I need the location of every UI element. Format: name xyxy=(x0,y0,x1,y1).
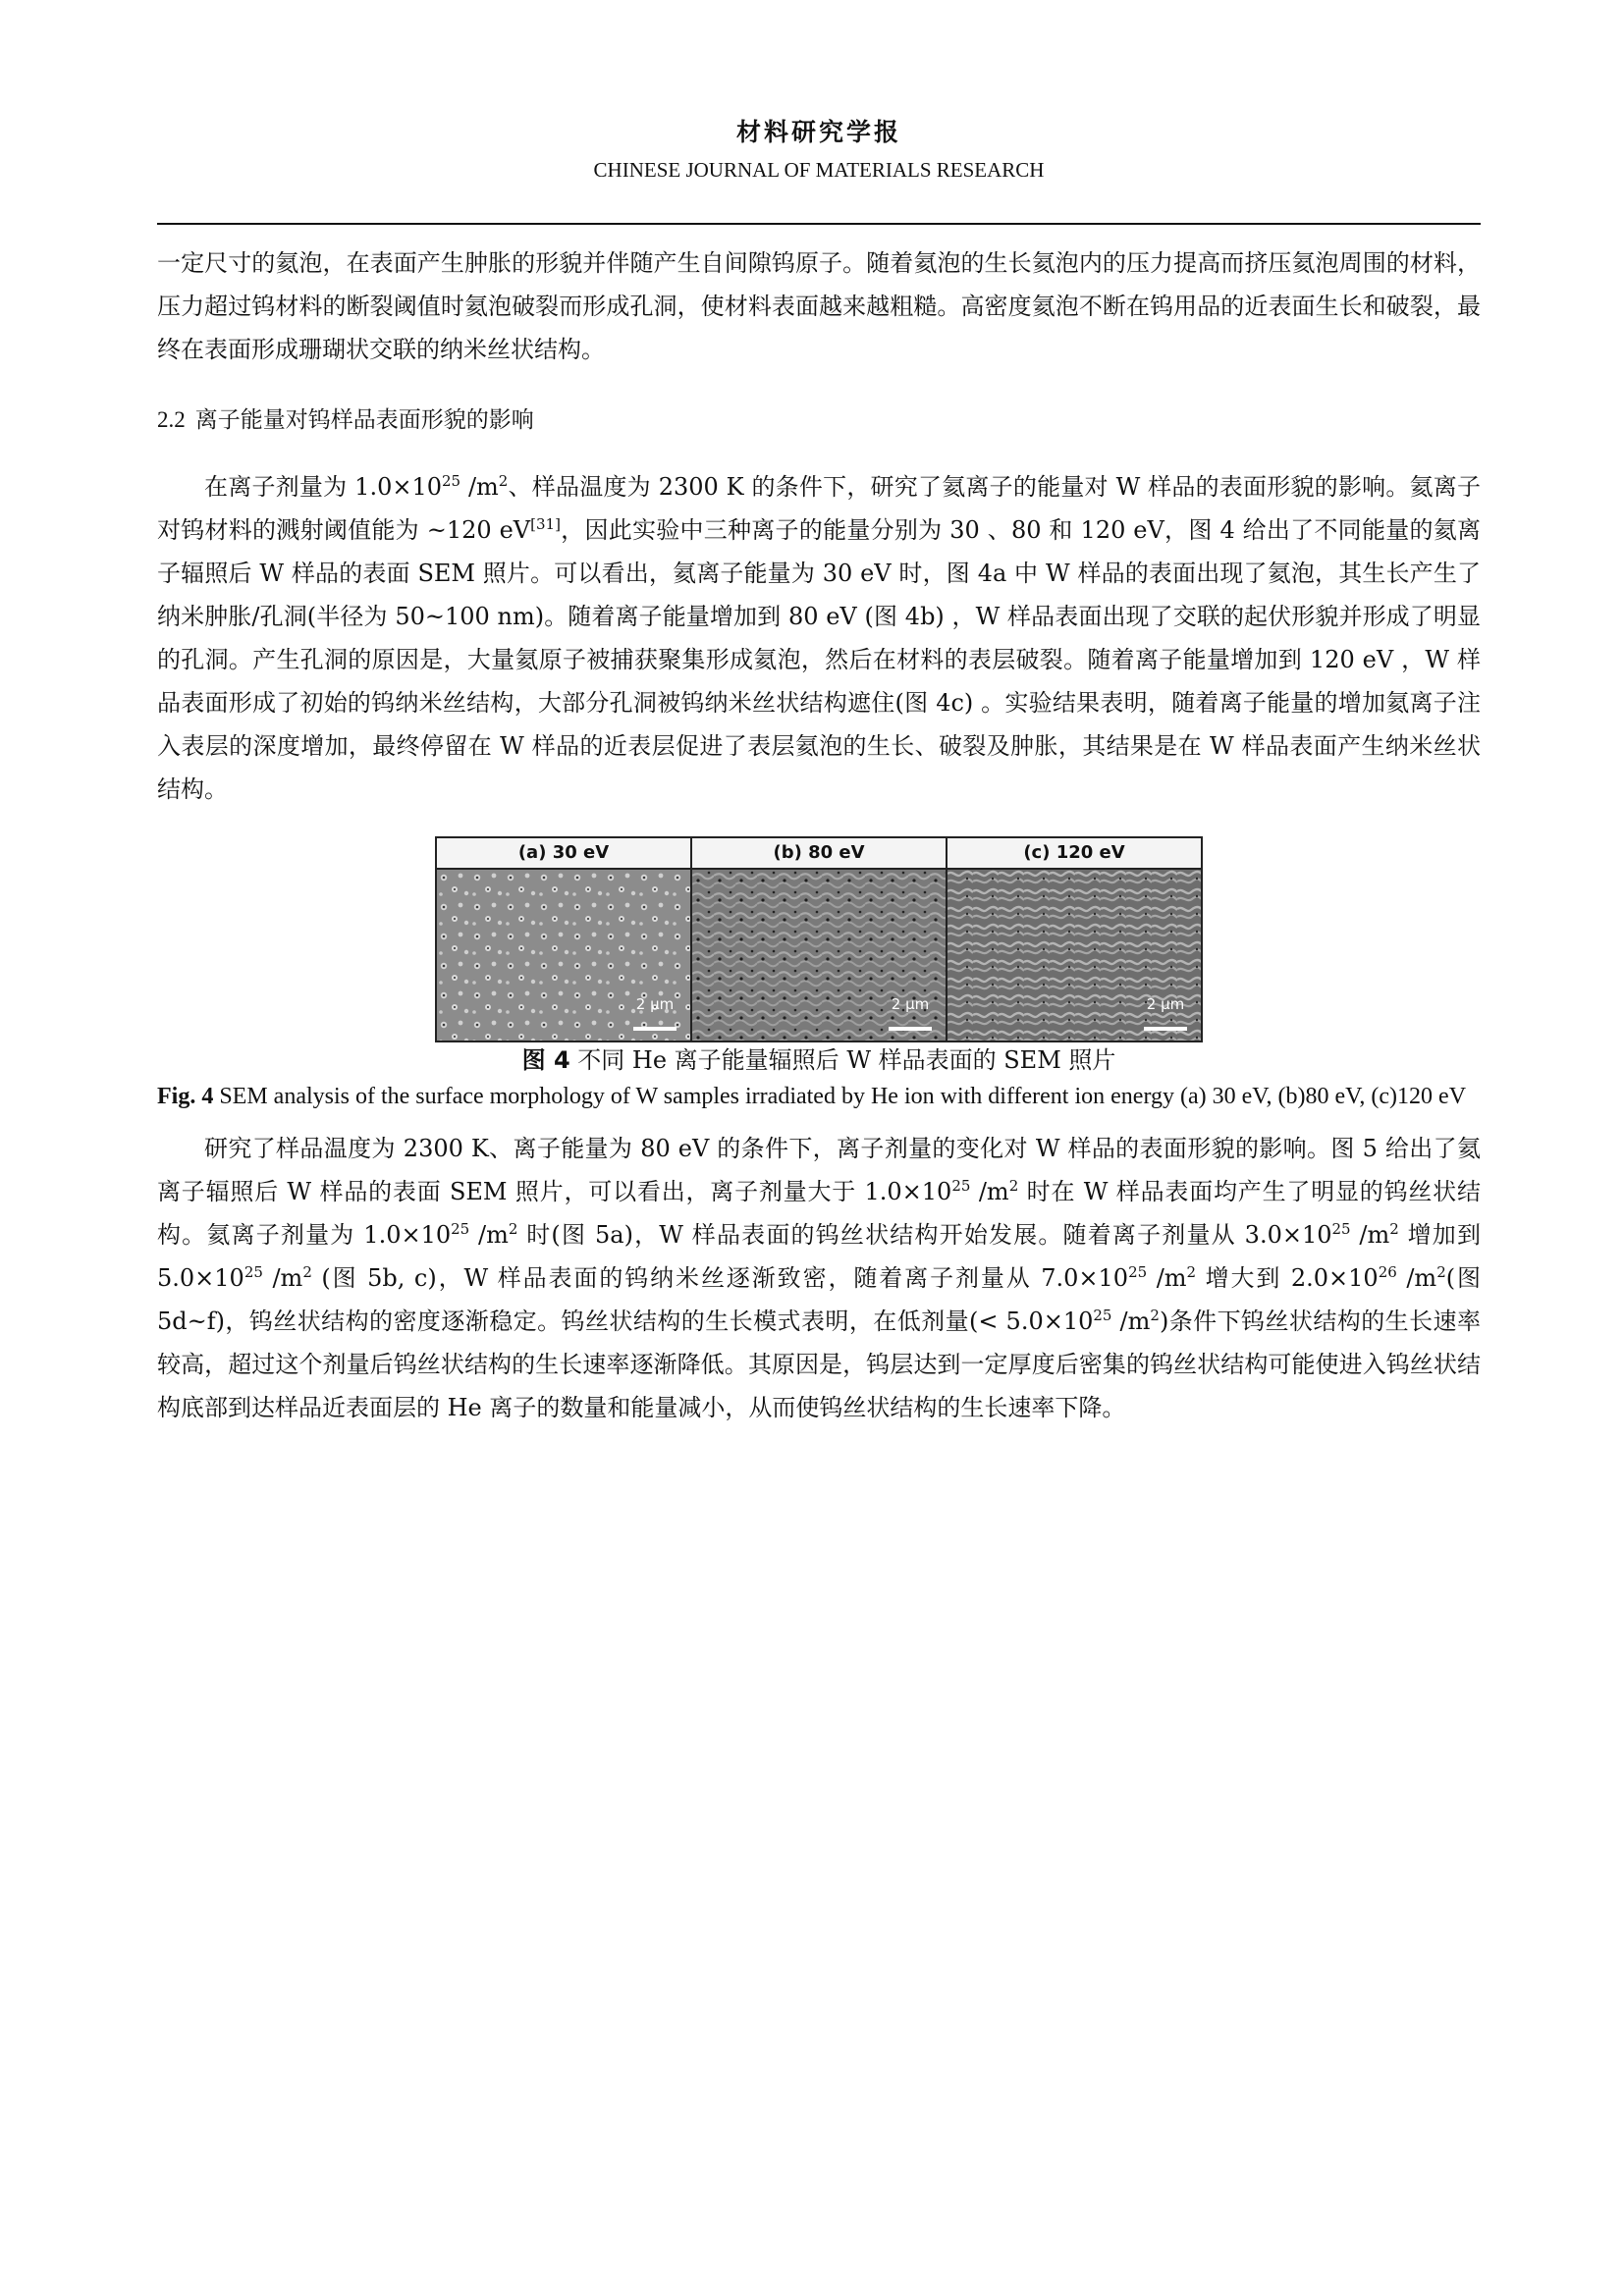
figure-caption-en-text: SEM analysis of the surface morphology of W samples irradiated by He ion with different ion energy (a) 30 eV, (b)80 eV, (c)120 eV xyxy=(219,1084,1467,1109)
sem-panel-c xyxy=(946,838,1201,1041)
panel-label: (a) 30 eV xyxy=(437,838,690,870)
sem-image-b xyxy=(692,870,946,1041)
section-number: 2.2 xyxy=(157,407,186,432)
header-rule xyxy=(157,223,1481,225)
panel-label: (c) 120 eV xyxy=(947,838,1201,870)
article-body xyxy=(157,241,1481,1429)
sem-panel-b xyxy=(690,838,946,1041)
citation-ref: [31] xyxy=(530,515,561,533)
section-heading xyxy=(157,399,1481,442)
figure-4 xyxy=(435,836,1203,1042)
figure-caption-en xyxy=(157,1078,1481,1115)
paragraph-continued: 一定尺寸的氦泡，在表面产生肿胀的形貌并伴随产生自间隙钨原子。随着氦泡的生长氦泡内的压力提高而挤压氦泡周围的材料，压力超过钨材料的断裂阈值时氦泡破裂而形成孔洞，使材料表面越来越粗糙。高密度氦泡不断在钨用品的近表面生长和破裂，最终在表面形成珊瑚状交联的纳米丝状结构。 xyxy=(157,249,1481,363)
figure-caption-cn xyxy=(157,1042,1481,1078)
sem-panels xyxy=(435,836,1203,1042)
figure-label-en: Fig. 4 xyxy=(157,1084,214,1109)
sem-image-c xyxy=(947,870,1201,1041)
journal-title-cn: 材料研究学报 xyxy=(735,118,901,146)
paragraph-ion-energy: 在离子剂量为 $1.0\times 10^{25}$ $/m^2$、样品温度为 2300 K 的条件下，研究了氦离子的能量对 W 样品的表面形貌的影响。氦离子对钨材料的溅射阈值能为 ~120 eV[31]，因此实验中三种离子的能量分别为 30 、80 和 120 eV，图 4 给出了不同能量的氦离子辐照后 W 样品的表面 SEM 照片。可以看出，氦离子能量为 30 eV 时，图 4a 中 W 样品的表面出现了氦泡，其生长产生了纳米肿胀/孔洞(半径为 50~100 nm)。随着离子能量增加到 80 eV (图 4b) ，W 样品表面出现了交联的起伏形貌并形成了明显的孔洞。产生孔洞的原因是，大量氦原子被捕获聚集形成氦泡，然后在材料的表层破裂。随着离子能量增加到 120 eV ，W 样品表面形成了初始的钨纳米丝结构，大部分孔洞被钨纳米丝状结构遮住(图 4c) 。实验结果表明，随着离子能量的增加氦离子注入表层的深度增加，最终停留在 W 样品的近表层促进了表层氦泡的生长、破裂及肿胀，其结果是在 W 样品表面产生纳米丝状结构。 xyxy=(157,472,1481,803)
figure-label-cn: 图 4 xyxy=(521,1046,570,1074)
scale-bar: 2 μm xyxy=(1144,983,1187,1031)
paragraph-ion-dose: 研究了样品温度为 2300 K、离子能量为 80 eV 的条件下，离子剂量的变化对 W 样品的表面形貌的影响。图 5 给出了氦离子辐照后 W 样品的表面 SEM 照片，可以看出，离子剂量大于 $1.0\times 10^{25}$ $/m^2$ 时在 W 样品表面均产生了明显的钨丝状结构。氦离子剂量为 $1.0\times 10^{25}$ $/m^2$ 时(图 5a)，W 样品表面的钨丝状结构开始发展。随着离子剂量从 $3.0\times 10^{25}$ $/m^2$ 增加到 $5.0\times 10^{25}$ $/m^2$ (图 5b, c)，W 样品表面的钨纳米丝逐渐致密，随着离子剂量从 $7.0\times 10^{25}$ $/m^2$ 增大到 $2.0\times 10^{26}$ $/m^2$(图 5d~f)，钨丝状结构的密度逐渐稳定。钨丝状结构的生长模式表明，在低剂量(< $5.0\times 10^{25}$ $/m^2$)条件下钨丝状结构的生长速率较高，超过这个剂量后钨丝状结构的生长速率逐渐降低。其原因是，钨层达到一定厚度后密集的钨丝状结构可能使进入钨丝状结构底部到达样品近表面层的 He 离子的数量和能量减小，从而使钨丝状结构的生长速率下降。 xyxy=(157,1135,1482,1421)
scale-bar: 2 μm xyxy=(889,983,932,1031)
journal-title-en: CHINESE JOURNAL OF MATERIALS RESEARCH xyxy=(593,158,1045,182)
sem-image-a xyxy=(437,870,690,1041)
sem-panel-a xyxy=(437,838,690,1041)
running-header xyxy=(157,116,1481,187)
panel-label: (b) 80 eV xyxy=(692,838,946,870)
figure-caption-cn-text: 不同 He 离子能量辐照后 W 样品表面的 SEM 照片 xyxy=(577,1046,1116,1074)
scale-bar: 2 μm xyxy=(633,983,677,1031)
section-title: 离子能量对钨样品表面形貌的影响 xyxy=(194,407,534,433)
